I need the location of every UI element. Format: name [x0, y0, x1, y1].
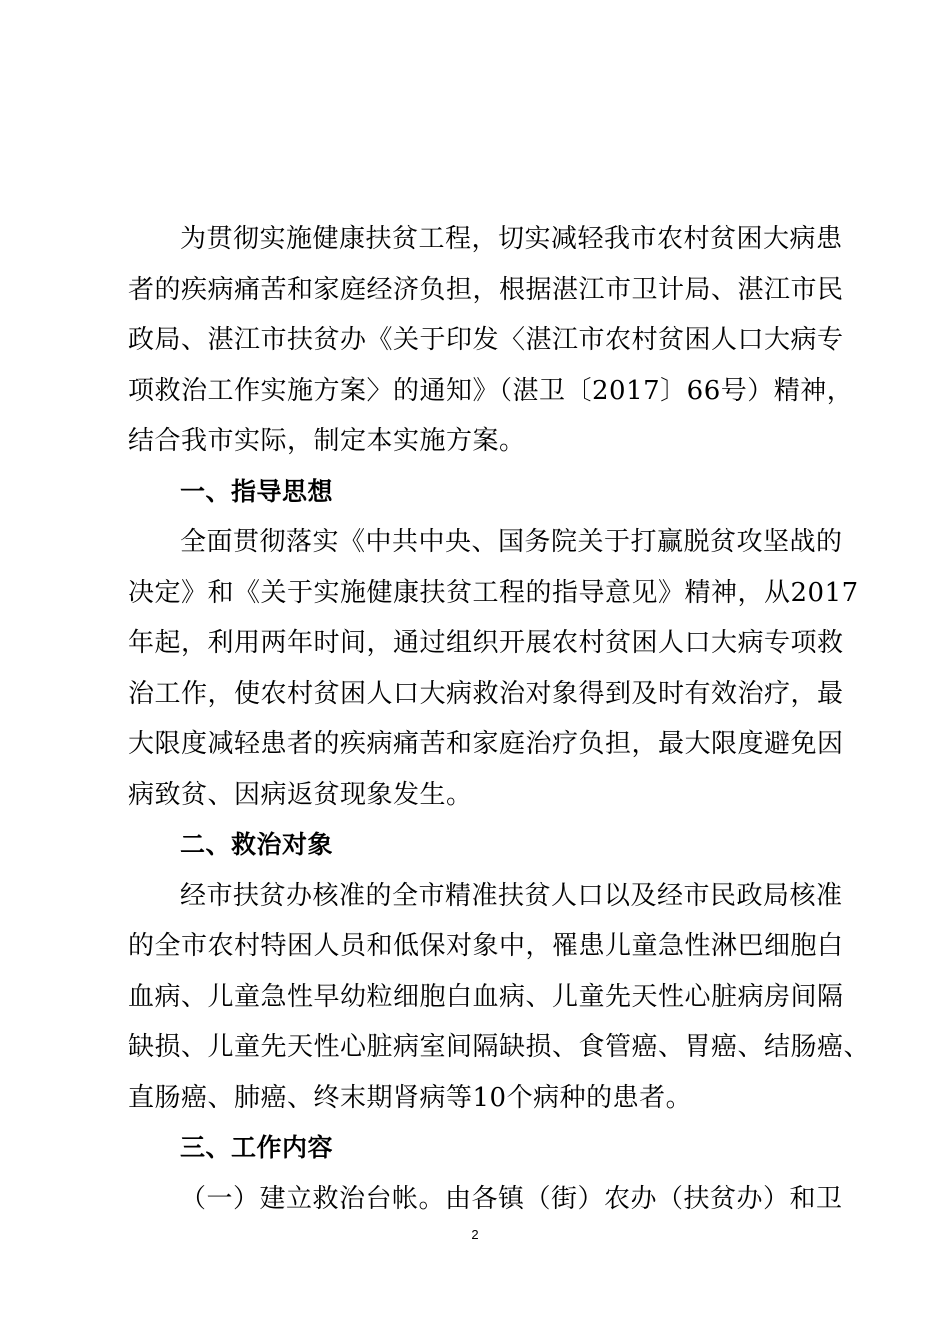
page-number: 2 — [471, 1227, 479, 1242]
paragraph-targets-line-5: 直肠癌、肺癌、终末期肾病等10个病种的患者。 — [128, 1082, 693, 1113]
paragraph-targets-line-3: 血病、儿童急性早幼粒细胞白血病、儿童先天性心脏病房间隔 — [128, 981, 844, 1012]
section-heading-work-content: 三、工作内容 — [180, 1133, 334, 1162]
paragraph-ideology-line-1: 全面贯彻落实《中共中央、国务院关于打赢脱贫攻坚战的 — [180, 527, 843, 557]
paragraph-ideology-line-5: 大限度减轻患者的疾病痛苦和家庭治疗负担，最大限度避免因 — [128, 729, 844, 759]
section-heading-treatment-targets: 二、救治对象 — [180, 830, 334, 859]
paragraph-work-content-line-1: （一）建立救治台帐。由各镇（街）农办（扶贫办）和卫 — [180, 1183, 843, 1214]
paragraph-ideology-line-4: 治工作，使农村贫困人口大病救治对象得到及时有效治疗，最 — [128, 678, 844, 709]
paragraph-intro-line-2: 者的疾病痛苦和家庭经济负担，根据湛江市卫计局、湛江市民 — [128, 274, 844, 305]
paragraph-intro-line-4: 项救治工作实施方案〉的通知》（湛卫〔2017〕66号）精神， — [128, 375, 854, 406]
document-body — [128, 214, 871, 1224]
paragraph-targets-line-4: 缺损、儿童先天性心脏病室间隔缺损、食管癌、胃癌、结肠癌、 — [128, 1032, 871, 1062]
paragraph-targets-line-2: 的全市农村特困人员和低保对象中，罹患儿童急性淋巴细胞白 — [128, 931, 844, 961]
paragraph-ideology-line-2: 决定》和《关于实施健康扶贫工程的指导意见》精神，从2017 — [128, 577, 859, 608]
paragraph-intro-line-3: 政局、湛江市扶贫办《关于印发〈湛江市农村贫困人口大病专 — [128, 325, 844, 355]
paragraph-intro-line-5: 结合我市实际，制定本实施方案。 — [128, 426, 526, 456]
section-heading-guiding-ideology: 一、指导思想 — [180, 476, 334, 506]
paragraph-targets-line-1: 经市扶贫办核准的全市精准扶贫人口以及经市民政局核准 — [180, 880, 843, 911]
paragraph-ideology-line-6: 病致贫、因病返贫现象发生。 — [128, 779, 473, 810]
paragraph-intro-line-1: 为贯彻实施健康扶贫工程，切实减轻我市农村贫困大病患 — [180, 224, 843, 254]
paragraph-ideology-line-3: 年起，利用两年时间，通过组织开展农村贫困人口大病专项救 — [128, 628, 844, 658]
